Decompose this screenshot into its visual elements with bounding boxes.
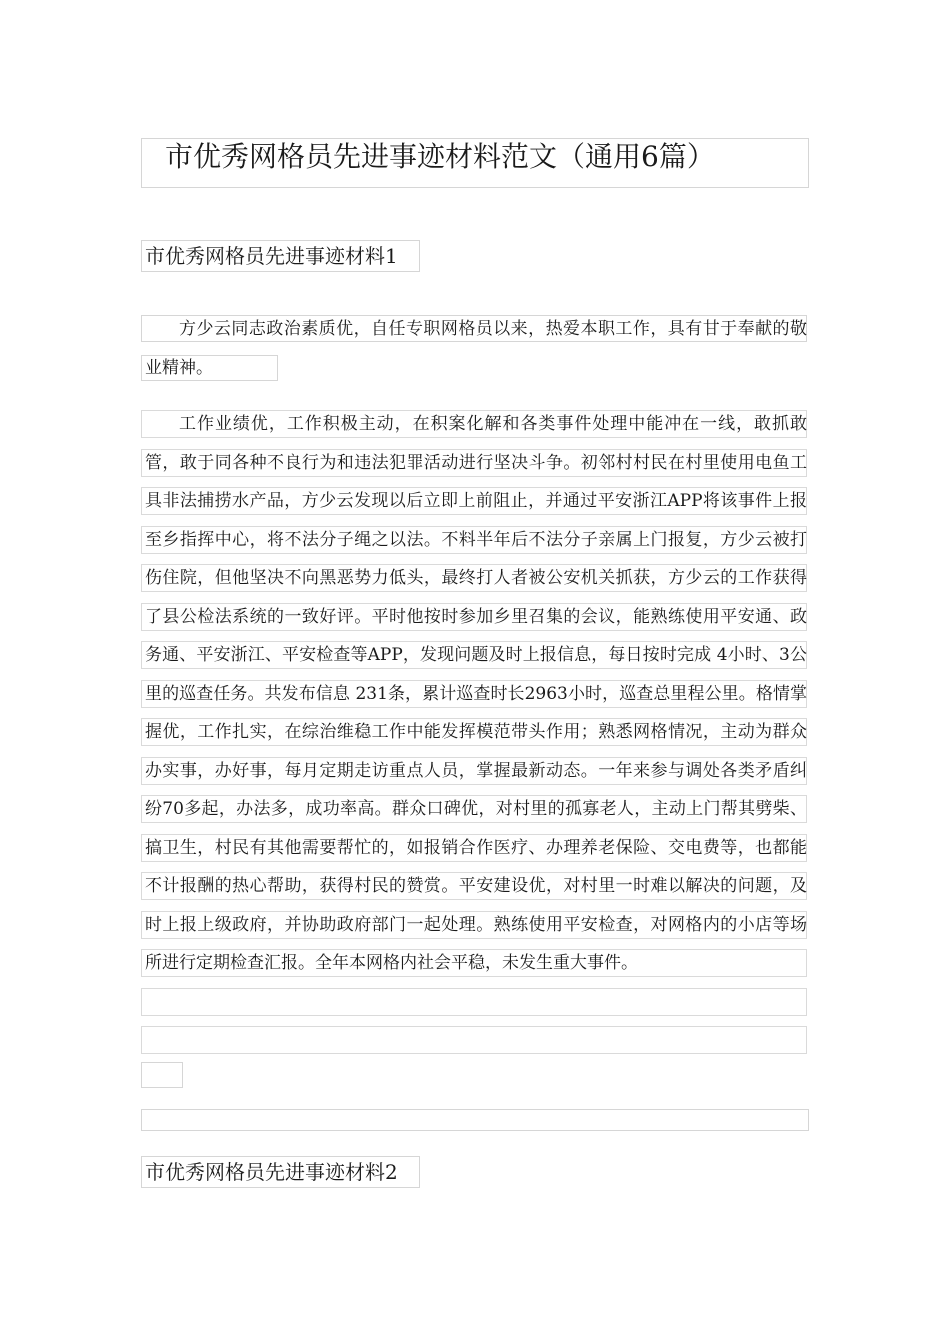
document-title: 市优秀网格员先进事迹材料范文（通用6篇） xyxy=(165,140,715,173)
section-1-paragraph-1: 方少云同志政治素质优，自任专职网格员以来，热爱本职工作，具有甘于奉献的敬业精神。 xyxy=(145,319,807,378)
empty-frame xyxy=(141,1062,183,1088)
empty-frame xyxy=(141,1109,809,1131)
section-1-paragraph-2: 工作业绩优，工作积极主动，在积案化解和各类事件处理中能冲在一线，敢抓敢管，敢于同各种不良行为和违法犯罪活动进行坚决斗争。初邻村村民在村里使用电鱼工具非法捕捞水产品，方少云发现以后立即上前阻止，并通过平安浙江APP将该事件上报至乡指挥中心，将不法分子绳之以法。不料半年后不法分子亲属上门报复，方少云被打伤住院，但他坚决不向黑恶势力低头，最终打人者被公安机关抓获，方少云的工作获得了县公检法系统的一致好评。平时他按时参加乡里召集的会议，能熟练使用平安通、政务通、平安浙江、平安检查等APP，发现问题及时上报信息，每日按时完成 4小时、3公里的巡查任务。共发布信息 231条，累计巡查时长2963小时，巡查总里程公里。格情掌握优，工作扎实，在综治维稳工作中能发挥模范带头作用；熟悉网格情况，主动为群众办实事，办好事，每月定期走访重点人员，掌握最新动态。一年来参与调处各类矛盾纠纷70多起，办法多，成功率高。群众口碑优，对村里的孤寡老人，主动上门帮其劈柴、搞卫生，村民有其他需要帮忙的，如报销合作医疗、办理养老保险、交电费等，也都能不计报酬的热心帮助，获得村民的赞赏。平安建设优，对村里一时难以解决的问题，及时上报上级政府，并协助政府部门一起处理。熟练使用平安检查，对网格内的小店等场所进行定期检查汇报。全年本网格内社会平稳，未发生重大事件。 xyxy=(145,414,807,973)
paragraph-line-frame xyxy=(141,988,807,1016)
section-2-heading: 市优秀网格员先进事迹材料2 xyxy=(145,1160,398,1184)
paragraph-line-frame xyxy=(141,1026,807,1054)
section-1-heading: 市优秀网格员先进事迹材料1 xyxy=(145,244,398,268)
